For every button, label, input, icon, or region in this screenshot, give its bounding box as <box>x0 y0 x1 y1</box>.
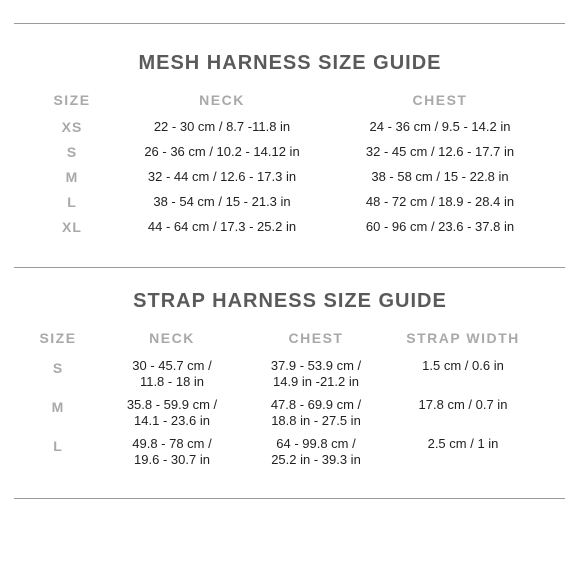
bottom-divider <box>14 498 565 499</box>
strap-row-neck-line: 19.6 - 30.7 in <box>134 452 210 467</box>
mesh-title: MESH HARNESS SIZE GUIDE <box>138 52 442 74</box>
strap-row-size: S <box>52 360 64 376</box>
strap-title: STRAP HARNESS SIZE GUIDE <box>133 290 447 312</box>
mesh-row-chest: 32 - 45 cm / 12.6 - 17.7 in <box>365 144 515 159</box>
mesh-row-neck: 26 - 36 cm / 10.2 - 14.12 in <box>144 144 300 159</box>
strap-row-chest-line: 37.9 - 53.9 cm / <box>270 358 362 373</box>
strap-row-chest-line: 64 - 99.8 cm / <box>276 436 356 451</box>
strap-row-width <box>390 397 536 413</box>
mesh-row-size: XL <box>62 219 82 235</box>
mesh-row-neck: 22 - 30 cm / 8.7 -11.8 in <box>153 119 291 134</box>
mesh-row-chest: 48 - 72 cm / 18.9 - 28.4 in <box>365 194 515 209</box>
middle-divider <box>14 267 565 268</box>
strap-row-chest-line: 47.8 - 69.9 cm / <box>270 397 362 412</box>
strap-header-strap-width: STRAP WIDTH <box>406 330 520 346</box>
mesh-header-chest: CHEST <box>412 92 468 108</box>
strap-row-neck <box>102 397 242 429</box>
strap-row-neck-line: 14.1 - 23.6 in <box>134 413 210 428</box>
mesh-row-size: M <box>65 169 79 185</box>
mesh-row-neck: 38 - 54 cm / 15 - 21.3 in <box>153 194 291 209</box>
strap-row-size: M <box>51 399 65 415</box>
strap-header-neck: NECK <box>149 330 195 346</box>
mesh-header-size: SIZE <box>53 92 91 108</box>
strap-row-neck-line: 35.8 - 59.9 cm / <box>126 397 218 412</box>
mesh-row-size: S <box>66 144 78 160</box>
strap-row-neck-line: 49.8 - 78 cm / <box>132 436 212 451</box>
strap-row-chest <box>246 436 386 468</box>
mesh-row-neck: 32 - 44 cm / 12.6 - 17.3 in <box>147 169 297 184</box>
strap-row-neck <box>102 358 242 390</box>
strap-row-chest <box>246 358 386 390</box>
strap-row-chest-line: 18.8 in - 27.5 in <box>271 413 361 428</box>
strap-row-width <box>390 436 536 452</box>
mesh-row-size: L <box>67 194 77 210</box>
mesh-row-size: XS <box>61 119 83 135</box>
strap-row-width <box>390 358 536 374</box>
strap-row-neck <box>102 436 242 468</box>
mesh-row-chest: 24 - 36 cm / 9.5 - 14.2 in <box>369 119 511 134</box>
strap-row-neck-line: 11.8 - 18 in <box>139 374 205 389</box>
strap-row-chest-line: 25.2 in - 39.3 in <box>271 452 361 467</box>
strap-row-width-line: 2.5 cm / 1 in <box>427 436 499 451</box>
strap-row-size: L <box>53 438 63 454</box>
strap-header-chest: CHEST <box>288 330 344 346</box>
mesh-row-chest: 38 - 58 cm / 15 - 22.8 in <box>371 169 509 184</box>
mesh-row-neck: 44 - 64 cm / 17.3 - 25.2 in <box>147 219 297 234</box>
strap-row-width-line: 17.8 cm / 0.7 in <box>418 397 508 412</box>
strap-row-neck-line: 30 - 45.7 cm / <box>132 358 212 373</box>
strap-row-width-line: 1.5 cm / 0.6 in <box>422 358 504 373</box>
mesh-row-chest: 60 - 96 cm / 23.6 - 37.8 in <box>365 219 515 234</box>
strap-row-chest-line: 14.9 in -21.2 in <box>272 374 359 389</box>
mesh-header-neck: NECK <box>199 92 245 108</box>
top-divider <box>14 23 565 24</box>
strap-header-size: SIZE <box>39 330 77 346</box>
strap-row-chest <box>246 397 386 429</box>
